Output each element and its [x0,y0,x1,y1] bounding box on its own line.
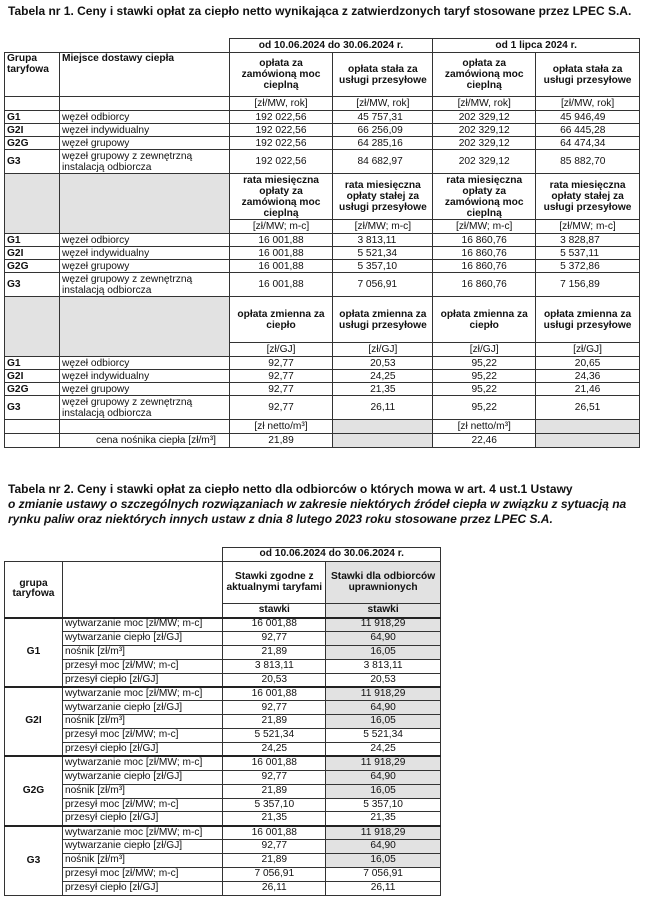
place-cell: węzeł odbiorcy [59,357,229,370]
table-row [5,631,441,645]
value-cell: 26,11 [326,881,441,895]
value-cell: 92,77 [223,631,326,645]
value-cell: 11 918,29 [326,687,441,701]
table1-title: Tabela nr 1. Ceny i stawki opłat za ciepło netto wynikająca z zatwierdzonych taryf stosowane przez LPEC S.A. [8,4,632,18]
place-cell: węzeł grupowy [59,137,229,150]
column-header: rata miesięczna opłaty stałej za usługi przesyłowe [536,174,640,220]
item-label: przesył moc [zł/MW; m-c] [62,868,222,882]
place-cell: węzeł grupowy z zewnętrzną instalacją odbiorcza [59,396,229,420]
value-cell: 95,22 [433,396,536,420]
table-row [5,826,441,840]
item-label: wytwarzanie moc [zł/MW; m-c] [62,756,222,770]
table-row [5,715,441,729]
value-cell: 21,46 [536,383,640,396]
value-cell: 95,22 [433,370,536,383]
value-cell: 16 860,76 [433,273,536,297]
column-header: rata miesięczna opłaty stałej za usługi przesyłowe [333,174,433,220]
carrier-label: cena nośnika ciepła [zł/m³] [59,434,229,448]
table-row [5,701,441,715]
value-cell: 21,89 [223,784,326,798]
value-cell: 95,22 [433,357,536,370]
blank-cell [5,39,230,53]
place-cell: węzeł grupowy [59,260,229,273]
item-label: nośnik [zł/m³] [62,645,222,659]
column-header: rata miesięczna opłaty za zamówioną moc cieplną [229,174,333,220]
group-cell: G2I [5,687,63,756]
blank-cell [5,420,60,434]
value-cell: 16 001,88 [223,826,326,840]
value-cell: 192 022,56 [229,111,333,124]
column-header: opłata stała za usługi przesyłowe [333,53,433,97]
column-header-group: Grupa taryfowa [5,53,60,97]
place-cell: węzeł indywidualny [59,247,229,260]
value-cell: 16 001,88 [229,234,333,247]
item-label: wytwarzanie moc [zł/MW; m-c] [62,618,222,632]
blank-cell [333,420,433,434]
item-label: wytwarzanie moc [zł/MW; m-c] [62,826,222,840]
value-cell: 11 918,29 [326,756,441,770]
item-label: przesył ciepło [zł/GJ] [62,743,222,757]
value-cell: 192 022,56 [229,150,333,174]
value-cell: 45 946,49 [536,111,640,124]
value-cell: 92,77 [223,840,326,854]
value-cell: 84 682,97 [333,150,433,174]
column-header: opłata zmienna za usługi przesyłowe [536,297,640,343]
blank-cell [5,434,60,448]
unit-cell: [zł/GJ] [536,343,640,357]
item-label: przesył ciepło [zł/GJ] [62,673,222,687]
unit-cell: [zł/MW, rok] [433,97,536,111]
item-label: przesył ciepło [zł/GJ] [62,881,222,895]
value-cell: 21,35 [326,812,441,826]
value-cell: 16 001,88 [229,247,333,260]
value-cell: 92,77 [229,370,333,383]
column-header: opłata zmienna za ciepło [433,297,536,343]
table-row [5,618,441,632]
column-header: opłata stała za usługi przesyłowe [536,53,640,97]
table-row [5,868,441,882]
table-row [5,798,441,812]
item-label: wytwarzanie ciepło [zł/GJ] [62,840,222,854]
group-cell: G3 [5,396,60,420]
unit-cell: [zł/MW; m-c] [433,220,536,234]
value-cell: 21,89 [223,645,326,659]
table-row [5,297,640,343]
column-header: opłata zmienna za usługi przesyłowe [333,297,433,343]
value-cell: 64,90 [326,631,441,645]
table-row [5,659,441,673]
unit-cell: [zł/GJ] [229,343,333,357]
column-header: Stawki dla odbiorców uprawnionych [326,562,441,604]
column-subheader: stawki [223,604,326,618]
group-cell: G3 [5,273,60,297]
value-cell: 16,05 [326,854,441,868]
value-cell: 24,36 [536,370,640,383]
value-cell: 21,89 [229,434,333,448]
value-cell: 64,90 [326,840,441,854]
item-label: przesył moc [zł/MW; m-c] [62,729,222,743]
value-cell: 202 329,12 [433,111,536,124]
table-row [5,247,640,260]
value-cell: 22,46 [433,434,536,448]
column-header: opłata zmienna za ciepło [229,297,333,343]
value-cell: 24,25 [333,370,433,383]
value-cell: 192 022,56 [229,124,333,137]
column-header: rata miesięczna opłaty za zamówioną moc cieplną [433,174,536,220]
group-cell: G3 [5,150,60,174]
value-cell: 11 918,29 [326,826,441,840]
value-cell: 16 001,88 [223,687,326,701]
value-cell: 16 001,88 [223,618,326,632]
value-cell: 66 256,09 [333,124,433,137]
table2-title: Tabela nr 2. Ceny i stawki opłat za ciepło netto dla odbiorców o których mowa w art. 4 ust.1 Ustawy [8,482,573,496]
item-label: przesył moc [zł/MW; m-c] [62,798,222,812]
table-row [5,150,640,174]
value-cell: 95,22 [433,383,536,396]
place-cell: węzeł grupowy z zewnętrzną instalacją odbiorcza [59,150,229,174]
blank-cell [333,434,433,448]
table-row [5,396,640,420]
unit-cell: [zł/MW, rok] [333,97,433,111]
period-header: od 10.06.2024 do 30.06.2024 r. [229,39,433,53]
group-cell: G1 [5,111,60,124]
value-cell: 21,35 [333,383,433,396]
value-cell: 192 022,56 [229,137,333,150]
table-row [5,357,640,370]
group-cell: G2G [5,260,60,273]
value-cell: 202 329,12 [433,124,536,137]
table-row [5,687,441,701]
period-header: od 10.06.2024 do 30.06.2024 r. [223,548,441,562]
value-cell: 3 813,11 [223,659,326,673]
value-cell: 92,77 [223,770,326,784]
value-cell: 3 813,11 [326,659,441,673]
group-cell: G1 [5,234,60,247]
item-label: nośnik [zł/m³] [62,715,222,729]
place-cell: węzeł indywidualny [59,370,229,383]
value-cell: 64 285,16 [333,137,433,150]
table-row [5,854,441,868]
table-row [5,562,441,604]
value-cell: 11 918,29 [326,618,441,632]
value-cell: 21,89 [223,854,326,868]
tariff-table-2 [4,547,441,896]
value-cell: 7 056,91 [326,868,441,882]
value-cell: 20,53 [326,673,441,687]
place-cell: węzeł grupowy [59,383,229,396]
column-subheader: stawki [326,604,441,618]
value-cell: 20,65 [536,357,640,370]
column-header: opłata za zamówioną moc cieplną [229,53,333,97]
item-label: nośnik [zł/m³] [62,784,222,798]
table2-subtitle: o zmianie ustawy o szczególnych rozwiązaniach w zakresie niektórych źródeł ciepła w związku z sytuacją na rynku paliw oraz niektórych innych ustaw z dnia 8 lutego 2023 roku stosowane przez LPEC S.A. [8,497,627,526]
group-cell: G1 [5,357,60,370]
value-cell: 45 757,31 [333,111,433,124]
value-cell: 64,90 [326,701,441,715]
item-label: wytwarzanie ciepło [zł/GJ] [62,770,222,784]
table-row [5,383,640,396]
value-cell: 16 860,76 [433,260,536,273]
item-label: wytwarzanie moc [zł/MW; m-c] [62,687,222,701]
blank-cell [59,174,229,234]
unit-cell: [zł/MW; m-c] [229,220,333,234]
value-cell: 16,05 [326,784,441,798]
table-row [5,124,640,137]
value-cell: 5 521,34 [333,247,433,260]
table-row [5,673,441,687]
unit-cell: [zł netto/m³] [433,420,536,434]
blank-cell [5,548,223,562]
value-cell: 3 813,11 [333,234,433,247]
value-cell: 16 860,76 [433,234,536,247]
blank-cell [536,434,640,448]
value-cell: 92,77 [223,701,326,715]
value-cell: 16 001,88 [229,260,333,273]
item-label: nośnik [zł/m³] [62,854,222,868]
value-cell: 64,90 [326,770,441,784]
table-row [5,812,441,826]
place-cell: węzeł odbiorcy [59,234,229,247]
blank-cell [5,174,60,234]
table-row [5,97,640,111]
group-cell: G1 [5,618,63,687]
blank-cell [5,297,60,357]
group-cell: G2G [5,756,63,825]
column-header-place: Miejsce dostawy ciepła [59,53,229,97]
value-cell: 5 357,10 [326,798,441,812]
value-cell: 20,53 [333,357,433,370]
value-cell: 92,77 [229,357,333,370]
unit-cell: [zł/GJ] [333,343,433,357]
blank-cell [59,420,229,434]
tariff-table-1 [4,38,640,448]
value-cell: 7 056,91 [223,868,326,882]
table-row [5,370,640,383]
unit-cell: [zł/MW; m-c] [333,220,433,234]
value-cell: 16,05 [326,715,441,729]
value-cell: 20,53 [223,673,326,687]
blank-cell [59,97,229,111]
table-row [5,770,441,784]
table-row [5,548,441,562]
value-cell: 26,11 [333,396,433,420]
place-cell: węzeł grupowy z zewnętrzną instalacją odbiorcza [59,273,229,297]
group-cell: G2G [5,137,60,150]
table-row [5,234,640,247]
place-cell: węzeł odbiorcy [59,111,229,124]
table-row [5,39,640,53]
unit-cell: [zł/MW; m-c] [536,220,640,234]
column-header: opłata za zamówioną moc cieplną [433,53,536,97]
value-cell: 5 521,34 [223,729,326,743]
table-row [5,743,441,757]
table-row [5,111,640,124]
value-cell: 21,89 [223,715,326,729]
value-cell: 202 329,12 [433,150,536,174]
value-cell: 64 474,34 [536,137,640,150]
value-cell: 85 882,70 [536,150,640,174]
value-cell: 5 357,10 [223,798,326,812]
item-label: wytwarzanie ciepło [zł/GJ] [62,631,222,645]
period-header: od 1 lipca 2024 r. [433,39,640,53]
unit-cell: [zł/MW, rok] [229,97,333,111]
value-cell: 3 828,87 [536,234,640,247]
value-cell: 92,77 [229,383,333,396]
value-cell: 5 372,86 [536,260,640,273]
item-label: wytwarzanie ciepło [zł/GJ] [62,701,222,715]
table-row [5,273,640,297]
table-row [5,840,441,854]
table-row [5,784,441,798]
unit-cell: [zł/MW, rok] [536,97,640,111]
blank-cell [59,297,229,357]
table-row [5,137,640,150]
table-row [5,434,640,448]
value-cell: 5 537,11 [536,247,640,260]
table-row [5,174,640,220]
group-cell: G2G [5,383,60,396]
group-cell: G2I [5,124,60,137]
value-cell: 7 156,89 [536,273,640,297]
value-cell: 26,51 [536,396,640,420]
blank-cell [536,420,640,434]
unit-cell: [zł/GJ] [433,343,536,357]
place-cell: węzeł indywidualny [59,124,229,137]
value-cell: 5 521,34 [326,729,441,743]
value-cell: 66 445,28 [536,124,640,137]
table-row [5,420,640,434]
table-row [5,645,441,659]
column-header-group: grupa taryfowa [5,562,63,618]
item-label: przesył ciepło [zł/GJ] [62,812,222,826]
value-cell: 26,11 [223,881,326,895]
table-row [5,729,441,743]
item-label: przesył moc [zł/MW; m-c] [62,659,222,673]
blank-cell [62,562,222,618]
value-cell: 202 329,12 [433,137,536,150]
value-cell: 16 001,88 [223,756,326,770]
value-cell: 24,25 [223,743,326,757]
table-row [5,53,640,97]
blank-cell [5,97,60,111]
value-cell: 21,35 [223,812,326,826]
table-row [5,260,640,273]
value-cell: 16,05 [326,645,441,659]
group-cell: G3 [5,826,63,895]
value-cell: 92,77 [229,396,333,420]
value-cell: 5 357,10 [333,260,433,273]
group-cell: G2I [5,370,60,383]
table-row [5,756,441,770]
group-cell: G2I [5,247,60,260]
value-cell: 7 056,91 [333,273,433,297]
column-header: Stawki zgodne z aktualnymi taryfami [223,562,326,604]
value-cell: 16 860,76 [433,247,536,260]
value-cell: 24,25 [326,743,441,757]
value-cell: 16 001,88 [229,273,333,297]
table-row [5,881,441,895]
unit-cell: [zł netto/m³] [229,420,333,434]
